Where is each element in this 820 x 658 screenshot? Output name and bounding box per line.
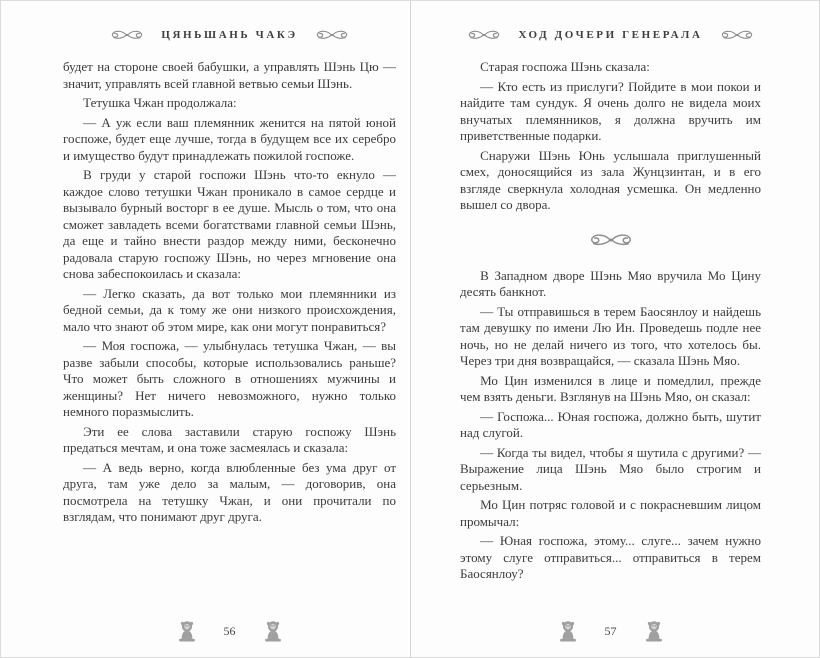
page-body [460,59,761,613]
paragraph: — А ведь верно, когда влюбленные без ума друг от друга, там уже дело за малым, — договорив, она посмотрела на тетушку Чжан, и они прочитали по взглядам, что понимают друг друга. [63,459,396,524]
section-divider [460,232,761,248]
page-number: 57 [604,623,617,638]
page-left [1,1,410,657]
paragraph: — Когда ты видел, чтобы я шутила с другими? — Выражение лица Шэнь Мяо было строгим и серьезным. [460,444,761,493]
page-number: 56 [223,623,236,638]
header-flourish-icon [105,29,149,41]
paragraph: Эти ее слова заставили старую госпожу Шэнь предаться мечтам, и она тоже засмеялась и сказала: [63,423,396,455]
page-footer [63,613,396,645]
running-header-title: ЦЯНЬШАНЬ ЧАКЭ [161,29,298,41]
page-right [410,1,819,657]
page-footer [460,613,761,645]
paragraph: — Госпожа... Юная госпожа, должно быть, шутит над слугой. [460,408,761,440]
paragraph: В груди у старой госпожи Шэнь что-то екнуло — каждое слово тетушки Чжан проникало в самое сердце и вызывало бурный восторг в ее душе. Мысль о том, что она сможет завладеть всеми богатствами главной семьи Шэнь, да еще и тайно внести раздор между ними, бесконечно радовала старую госпожу Шэнь, но через мгновение она снова забеспокоилась и сказала: [63,167,396,281]
paragraph: — Легко сказать, да вот только мои племянники из бедной семьи, да к тому же они низкого происхождения, мало что знают об этом мире, как они могут понравиться? [63,285,396,334]
running-header-title: ХОД ДОЧЕРИ ГЕНЕРАЛА [518,29,703,41]
paragraph: Старая госпожа Шэнь сказала: [480,59,650,74]
paragraph: Мо Цин потряс головой и с покрасневшим лицом промычал: [460,497,761,529]
paragraph: Мо Цин изменился в лице и помедлил, прежде чем взять деньги. Взглянув на Шэнь Мяо, он сказал: [460,372,761,404]
header-flourish-icon [462,29,506,41]
lion-statue-icon [177,619,197,643]
lion-statue-icon [558,619,578,643]
paragraph: — Юная госпожа, этому... слуге... зачем нужно этому слуге отправиться... отправиться в терем Баосянлоу? [460,533,761,581]
paragraph: — А уж если ваш племянник женится на пятой юной госпоже, будет еще лучше, тогда в будущем все их серебро и имущество будут принадлежать пожилой госпоже. [63,114,396,163]
paragraph: — Кто есть из прислуги? Пойдите в мои покои и найдите там сундук. Я очень долго не видела моих внучатых племянников, я должна вручить им приветственные подарки. [460,78,761,143]
paragraph: В Западном дворе Шэнь Мяо вручила Мо Цину десять банкнот. [460,267,761,299]
paragraph: будет на стороне своей бабушки, а управлять Шэнь Цю — значит, управлять всей главной ветвью семьи Шэнь. [63,59,396,91]
header-flourish-icon [310,29,354,41]
paragraph: — Моя госпожа, — улыбнулась тетушка Чжан, — вы разве забыли способы, которые использовались раньше? Что может быть сложного в отношениях мужчины и женщины? Нет ничего невозможного, нужно только немного поразмыслить. [63,338,396,419]
lion-statue-icon [644,619,664,643]
header-flourish-icon [715,29,759,41]
paragraph: — Ты отправишься в терем Баосянлоу и найдешь там девушку по имени Лю Ин. Проведешь подле нее ночь, но не делай ничего из того, что хотелось бы. Через три дня возвращайся, — сказала Шэнь Мяо. [460,303,761,368]
page-header [460,29,761,41]
lion-statue-icon [263,619,283,643]
page-body [63,59,396,613]
page-header [63,29,396,41]
paragraph: Снаружи Шэнь Юнь услышала приглушенный смех, доносящийся из зала Жунцзинтан, и в его взгляде сверкнула холодная усмешка. Он медленно вышел со двора. [460,147,761,212]
paragraph: Тетушка Чжан продолжала: [83,95,237,110]
section-divider-ornament-icon [582,232,640,248]
